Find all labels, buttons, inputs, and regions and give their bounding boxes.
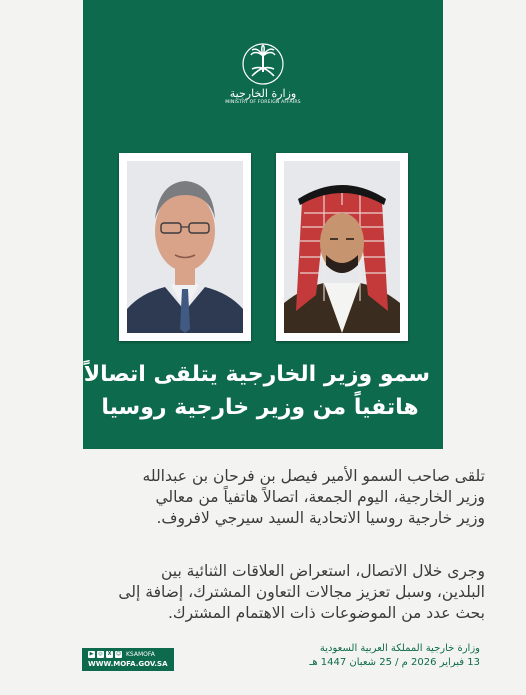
body-line: وزير الخارجية، اليوم الجمعة، اتصالاً هاتفياً من معالي xyxy=(155,488,485,506)
palm-and-swords-emblem-icon xyxy=(241,42,285,86)
portrait-frame-right xyxy=(276,153,408,341)
body-line: وزير خارجية روسيا الاتحادية السيد سيرجي لافروف. xyxy=(156,509,485,527)
portrait-photo-right xyxy=(284,161,400,333)
footer-date-line: 13 فبراير 2026 م / 25 شعبان 1447 هـ xyxy=(309,657,480,668)
footer-date-block xyxy=(250,642,480,670)
ministry-logo xyxy=(219,42,307,118)
body-line: وجرى خلال الاتصال، استعراض العلاقات الثنائية بين xyxy=(160,562,485,580)
footer-org-line: وزارة خارجية المملكة العربية السعودية xyxy=(319,643,480,654)
ministry-name-english: MINISTRY OF FOREIGN AFFAIRS xyxy=(225,100,301,105)
body-paragraph-2 xyxy=(55,561,485,624)
social-row xyxy=(88,650,155,659)
body-line: تلقى صاحب السمو الأمير فيصل بن فرحان بن عبدالله xyxy=(142,467,485,485)
body-line: بحث عدد من الموضوعات ذات الاهتمام المشترك. xyxy=(167,604,485,622)
website-link[interactable]: WWW.MOFA.GOV.SA xyxy=(88,660,168,668)
body-line: البلدين، وسبل تعزيز مجالات التعاون المشترك، إضافة إلى xyxy=(118,583,485,601)
headline-line-1: سمو وزير الخارجية يتلقى اتصالاً xyxy=(83,362,430,387)
headline xyxy=(83,358,430,424)
body-paragraph-1 xyxy=(55,466,485,529)
youtube-icon[interactable]: ▶ xyxy=(89,651,94,657)
social-box xyxy=(82,648,174,671)
instagram-icon[interactable]: ◎ xyxy=(98,651,103,657)
portrait-frame-left xyxy=(119,153,251,341)
portrait-photo-left xyxy=(127,161,243,333)
ministry-name-arabic: وزارة الخارجية xyxy=(229,87,297,100)
social-handle: KSAMOFA xyxy=(126,651,155,658)
headline-line-2: هاتفياً من وزير خارجية روسيا xyxy=(101,395,419,420)
snapchat-icon[interactable]: ☺ xyxy=(115,651,122,657)
x-icon[interactable]: X xyxy=(107,651,112,657)
